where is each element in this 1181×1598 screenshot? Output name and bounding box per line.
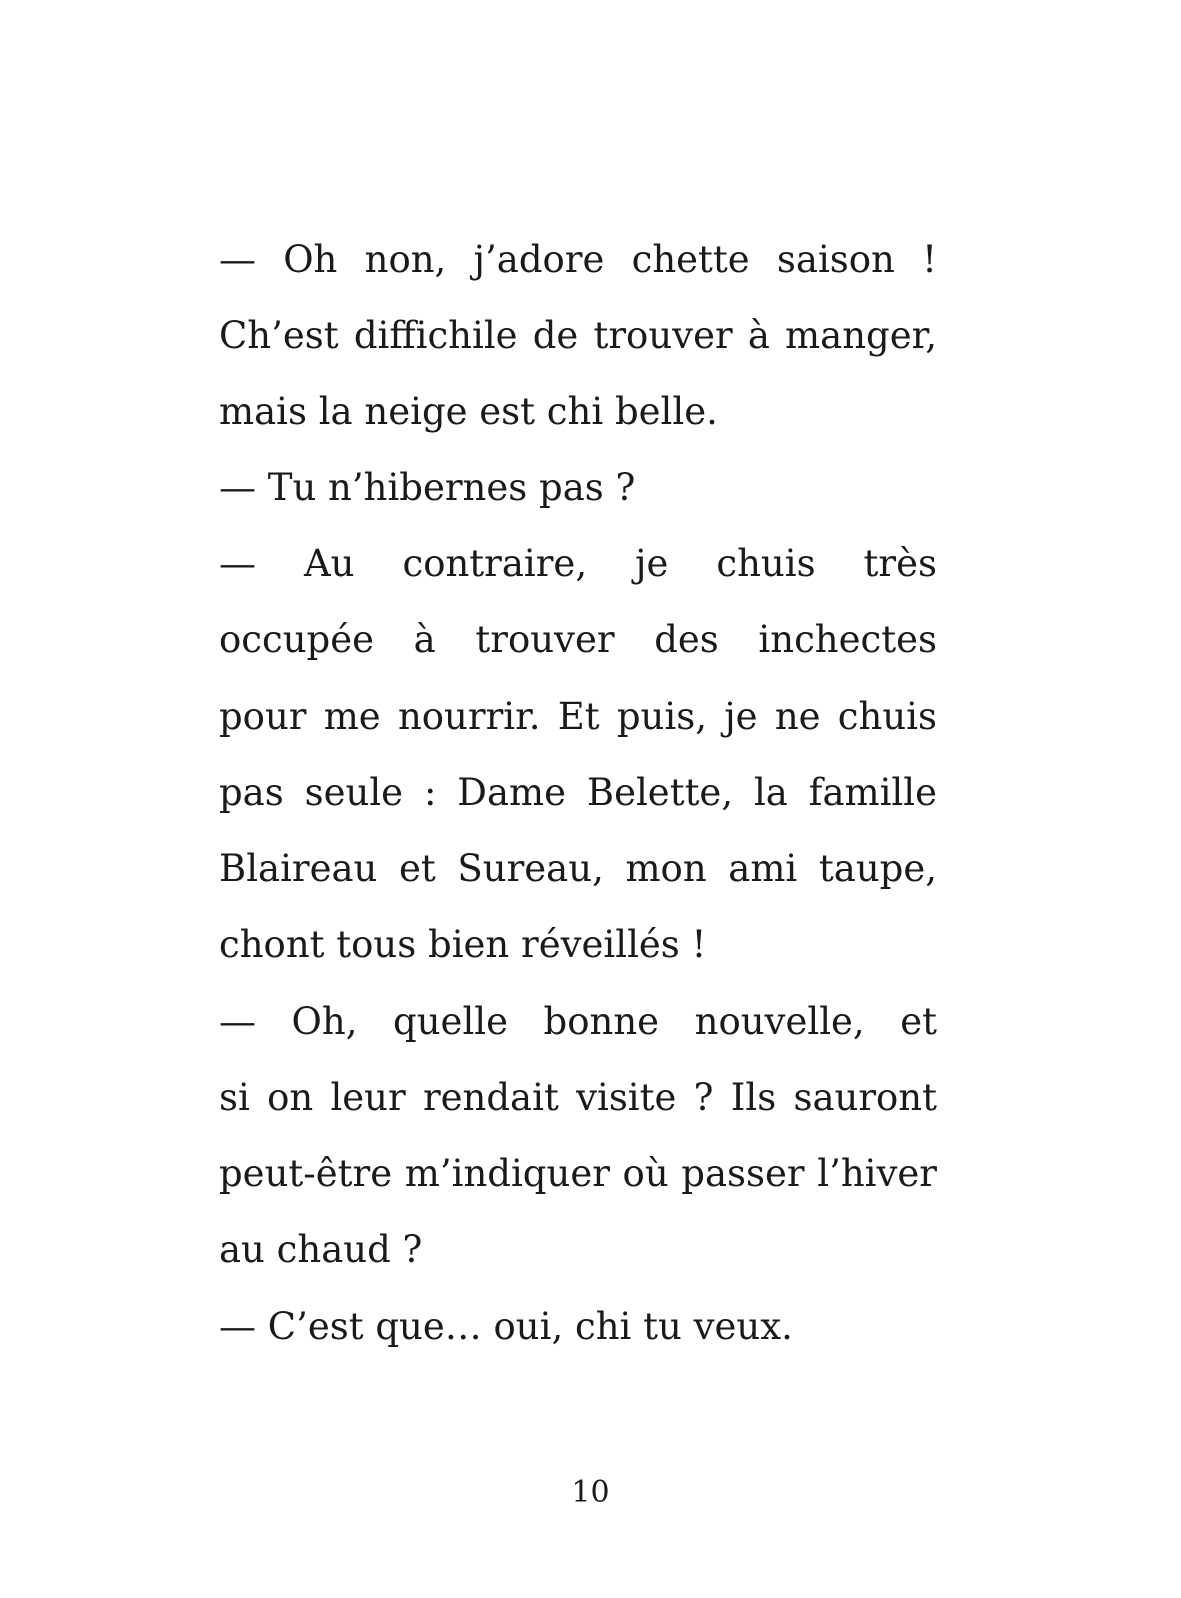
text-line: — Au contraire, je chuis très bbox=[219, 542, 937, 585]
text-line: pour me nourrir. Et puis, je ne chuis bbox=[219, 695, 937, 738]
text-line: peut-être m’indiquer où passer l’hiver bbox=[219, 1152, 937, 1195]
text-line: occupée à trouver des inchectes bbox=[219, 618, 937, 661]
text-line: — Oh non, j’adore chette saison ! bbox=[219, 238, 937, 281]
text-line: — Tu n’hibernes pas ? bbox=[219, 466, 636, 509]
text-line: — C’est que… oui, chi tu veux. bbox=[219, 1305, 793, 1348]
text-line: mais la neige est chi belle. bbox=[219, 390, 718, 433]
text-line: chont tous bien réveillés ! bbox=[219, 923, 707, 966]
text-line: Ch’est diffichile de trouver à manger, bbox=[219, 314, 937, 357]
text-line: au chaud ? bbox=[219, 1228, 423, 1271]
text-line: Blaireau et Sureau, mon ami taupe, bbox=[219, 847, 937, 890]
page-number: 10 bbox=[571, 1475, 610, 1510]
text-line: — Oh, quelle bonne nouvelle, et bbox=[219, 1000, 937, 1043]
text-line: pas seule : Dame Belette, la famille bbox=[219, 771, 937, 814]
text-line: si on leur rendait visite ? Ils sauront bbox=[219, 1076, 937, 1119]
